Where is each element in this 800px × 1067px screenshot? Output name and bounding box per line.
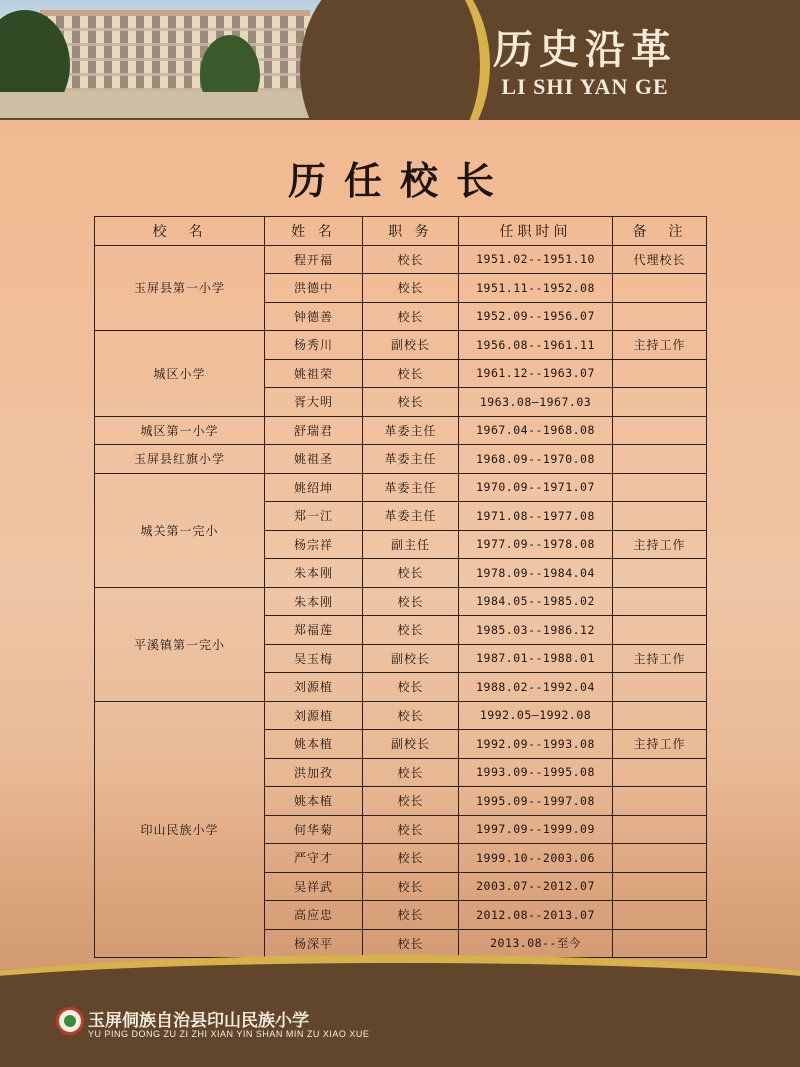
cell-name: 舒瑞君	[265, 416, 363, 445]
cell-position: 副校长	[363, 730, 459, 759]
cell-note	[613, 274, 707, 303]
column-header-name: 姓 名	[265, 217, 363, 246]
cell-position: 校长	[363, 559, 459, 588]
cell-name: 姚祖荣	[265, 359, 363, 388]
cell-term: 1963.08—1967.03	[459, 388, 613, 417]
cell-note	[613, 929, 707, 958]
cell-position: 副主任	[363, 530, 459, 559]
cell-position: 校长	[363, 701, 459, 730]
cell-term: 1988.02--1992.04	[459, 673, 613, 702]
cell-note	[613, 559, 707, 588]
column-header-note: 备 注	[613, 217, 707, 246]
cell-position: 校长	[363, 929, 459, 958]
column-header-position: 职 务	[363, 217, 459, 246]
cell-position: 副校长	[363, 331, 459, 360]
cell-name: 杨宗祥	[265, 530, 363, 559]
cell-name: 刘源植	[265, 701, 363, 730]
header-title: 历史沿革	[493, 26, 677, 73]
cell-note	[613, 302, 707, 331]
cell-term: 1968.09--1970.08	[459, 445, 613, 474]
cell-term: 1993.09--1995.08	[459, 758, 613, 787]
cell-term: 2003.07--2012.07	[459, 872, 613, 901]
cell-name: 姚本植	[265, 787, 363, 816]
cell-term: 1985.03--1986.12	[459, 616, 613, 645]
table-row	[95, 701, 707, 730]
cell-term: 2013.08--至今	[459, 929, 613, 958]
cell-name: 杨秀川	[265, 331, 363, 360]
cell-note: 主持工作	[613, 730, 707, 759]
principals-table-wrapper	[94, 216, 706, 958]
table-body	[95, 245, 707, 958]
cell-note: 主持工作	[613, 331, 707, 360]
cell-term: 1984.05--1985.02	[459, 587, 613, 616]
cell-note	[613, 758, 707, 787]
cell-note	[613, 445, 707, 474]
cell-note	[613, 388, 707, 417]
cell-name: 姚祖圣	[265, 445, 363, 474]
cell-school: 玉屏县红旗小学	[95, 445, 265, 474]
cell-position: 校长	[363, 388, 459, 417]
page-title: 历任校长	[287, 158, 512, 203]
cell-name: 刘源植	[265, 673, 363, 702]
principals-table	[94, 216, 707, 958]
cell-note	[613, 815, 707, 844]
footer-school-pinyin: YU PING DONG ZU ZI ZHI XIAN YIN SHAN MIN ZU XIAO XUE	[88, 1029, 370, 1039]
cell-note	[613, 701, 707, 730]
cell-term: 1951.11--1952.08	[459, 274, 613, 303]
cell-school: 印山民族小学	[95, 701, 265, 958]
cell-position: 校长	[363, 815, 459, 844]
cell-position: 革委主任	[363, 473, 459, 502]
cell-note	[613, 787, 707, 816]
cell-position: 校长	[363, 787, 459, 816]
table-row	[95, 245, 707, 274]
cell-term: 1995.09--1997.08	[459, 787, 613, 816]
cell-note	[613, 473, 707, 502]
header-curve	[300, 0, 450, 120]
cell-term: 1992.09--1993.08	[459, 730, 613, 759]
cell-note	[613, 844, 707, 873]
cell-school: 城区小学	[95, 331, 265, 417]
cell-name: 郑一江	[265, 502, 363, 531]
cell-term: 2012.08--2013.07	[459, 901, 613, 930]
cell-term: 1997.09--1999.09	[459, 815, 613, 844]
cell-position: 副校长	[363, 644, 459, 673]
school-logo-icon	[56, 1007, 84, 1035]
cell-name: 胥大明	[265, 388, 363, 417]
cell-position: 革委主任	[363, 502, 459, 531]
cell-name: 姚本植	[265, 730, 363, 759]
cell-name: 杨深平	[265, 929, 363, 958]
cell-name: 吴玉梅	[265, 644, 363, 673]
column-header-term: 任职时间	[459, 217, 613, 246]
table-row	[95, 445, 707, 474]
table-row	[95, 587, 707, 616]
cell-note	[613, 616, 707, 645]
cell-name: 严守才	[265, 844, 363, 873]
cell-term: 1971.08--1977.08	[459, 502, 613, 531]
cell-name: 高应忠	[265, 901, 363, 930]
table-header-row	[95, 217, 707, 246]
cell-position: 校长	[363, 302, 459, 331]
cell-term: 1978.09--1984.04	[459, 559, 613, 588]
cell-note	[613, 502, 707, 531]
footer-school-name: 玉屏侗族自治县印山民族小学	[88, 1011, 309, 1031]
cell-term: 1961.12--1963.07	[459, 359, 613, 388]
header-subtitle: LI SHI YAN GE	[501, 74, 669, 99]
cell-term: 1977.09--1978.08	[459, 530, 613, 559]
cell-note	[613, 673, 707, 702]
cell-position: 校长	[363, 274, 459, 303]
cell-note	[613, 901, 707, 930]
building-image	[40, 10, 310, 90]
column-header-school: 校 名	[95, 217, 265, 246]
cell-name: 何华菊	[265, 815, 363, 844]
cell-position: 革委主任	[363, 445, 459, 474]
cell-school: 平溪镇第一完小	[95, 587, 265, 701]
cell-position: 校长	[363, 359, 459, 388]
cell-note	[613, 872, 707, 901]
cell-note	[613, 587, 707, 616]
cell-term: 1999.10--2003.06	[459, 844, 613, 873]
cell-position: 校长	[363, 758, 459, 787]
cell-name: 朱本刚	[265, 587, 363, 616]
cell-term: 1951.02--1951.10	[459, 245, 613, 274]
cell-name: 钟德善	[265, 302, 363, 331]
cell-name: 朱本刚	[265, 559, 363, 588]
cell-name: 程开福	[265, 245, 363, 274]
cell-term: 1956.08--1961.11	[459, 331, 613, 360]
cell-position: 校长	[363, 616, 459, 645]
table-row	[95, 473, 707, 502]
cell-name: 吴祥武	[265, 872, 363, 901]
cell-school: 城区第一小学	[95, 416, 265, 445]
cell-school: 玉屏县第一小学	[95, 245, 265, 331]
cell-position: 校长	[363, 844, 459, 873]
cell-position: 校长	[363, 901, 459, 930]
table-row	[95, 416, 707, 445]
cell-name: 洪德中	[265, 274, 363, 303]
cell-school: 城关第一完小	[95, 473, 265, 587]
cell-note: 主持工作	[613, 644, 707, 673]
cell-term: 1970.09--1971.07	[459, 473, 613, 502]
cell-position: 校长	[363, 587, 459, 616]
cell-position: 革委主任	[363, 416, 459, 445]
header-banner	[0, 0, 800, 120]
cell-position: 校长	[363, 872, 459, 901]
cell-term: 1992.05—1992.08	[459, 701, 613, 730]
cell-name: 洪加孜	[265, 758, 363, 787]
cell-note	[613, 416, 707, 445]
cell-term: 1952.09--1956.07	[459, 302, 613, 331]
cell-name: 姚绍坤	[265, 473, 363, 502]
cell-position: 校长	[363, 673, 459, 702]
cell-term: 1967.04--1968.08	[459, 416, 613, 445]
cell-name: 郑福莲	[265, 616, 363, 645]
cell-note	[613, 359, 707, 388]
cell-term: 1987.01--1988.01	[459, 644, 613, 673]
cell-note: 主持工作	[613, 530, 707, 559]
cell-position: 校长	[363, 245, 459, 274]
table-row	[95, 331, 707, 360]
cell-note: 代理校长	[613, 245, 707, 274]
